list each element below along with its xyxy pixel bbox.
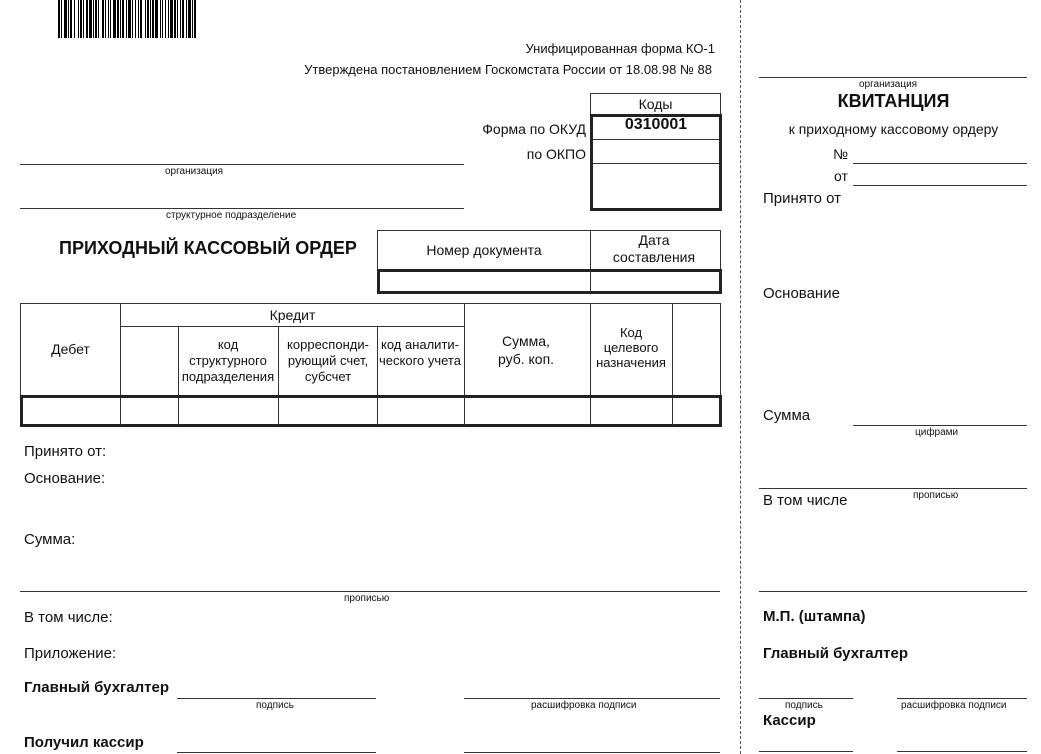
okpo-label: по ОКПО (526, 146, 586, 162)
row-line-1 (120, 397, 121, 425)
cashier-signature-line (177, 752, 376, 753)
codes-header: Коды (590, 93, 721, 115)
receipt-words-caption: прописью (913, 490, 959, 501)
sum-label: Сумма: (24, 531, 76, 548)
doc-value-divider (590, 271, 591, 292)
barcode-bar (194, 0, 196, 38)
codes-divider-2 (592, 163, 720, 164)
form-name: Унифицированная форма КО-1 (525, 41, 715, 56)
division-caption: структурное подразделение (166, 210, 297, 221)
approval-text: Утверждена постановлением Госкомстата России от 18.08.98 № 88 (304, 62, 712, 77)
corr-account-header: корреспонди-рующий счет, субсчет (287, 337, 369, 384)
chief-signature-caption: подпись (256, 700, 294, 711)
receipt-digits-caption: цифрами (915, 427, 959, 438)
chief-signature-line (177, 698, 376, 699)
receipt-sum: Сумма (763, 407, 811, 424)
sum-header: Сумма, руб. коп. (497, 333, 555, 367)
attachment-label: Приложение: (24, 645, 117, 662)
receipt-chief-signature-line (759, 698, 853, 699)
doc-number-header: Номер документа (426, 242, 542, 258)
receipt-number-line (853, 163, 1027, 164)
chief-decode-line (464, 698, 720, 699)
receipt-number-label: № (833, 146, 849, 162)
codes-divider-1 (592, 139, 720, 140)
receipt-cashier-decode-line (897, 751, 1027, 752)
receipt-chief-accountant: Главный бухгалтер (763, 645, 909, 662)
sum-words-line (20, 591, 720, 592)
col-line-3 (590, 303, 591, 396)
analytics-header: код аналити-ческого учета (379, 337, 461, 368)
cashier-decode-line (464, 752, 720, 753)
receipt-decode-caption: расшифровка подписи (901, 700, 1007, 711)
receipt-from-label: от (834, 168, 848, 184)
okud-label: Форма по ОКУД (482, 121, 586, 137)
receipt-signature-caption: подпись (785, 700, 823, 711)
receipt-organization-line (759, 77, 1027, 78)
receipt-organization-caption: организация (859, 79, 918, 90)
organization-caption: организация (165, 166, 224, 177)
credit-header: Кредит (269, 307, 316, 323)
chief-accountant-label: Главный бухгалтер (24, 679, 170, 696)
receipt-cashier: Кассир (763, 712, 816, 729)
purpose-header: Код целевого назначения (596, 325, 666, 370)
receipt-stamp: М.П. (штампа) (763, 608, 866, 625)
date-header: Дата составления (612, 232, 696, 265)
division-code-header: код структурного подразделения (181, 337, 275, 384)
received-from-label: Принято от: (24, 443, 107, 460)
receipt-words-line (759, 488, 1027, 489)
col-line-5 (178, 326, 179, 396)
cashier-received-label: Получил кассир (24, 734, 144, 751)
receipt-subtitle: к приходному кассовому ордеру (788, 121, 999, 137)
sum-words-caption: прописью (344, 593, 390, 604)
receipt-including: В том числе (763, 492, 848, 509)
barcode (58, 0, 408, 38)
table-value-row (20, 395, 722, 427)
row-line-4 (377, 397, 378, 425)
cut-line (740, 0, 741, 754)
credit-underline (120, 326, 464, 327)
receipt-including-line (759, 591, 1027, 592)
receipt-cashier-signature-line (759, 751, 853, 752)
debit-header: Дебет (51, 341, 90, 357)
row-line-5 (464, 397, 465, 425)
receipt-received-from: Принято от (763, 190, 842, 207)
okud-value: 0310001 (624, 116, 688, 133)
organization-line (20, 164, 464, 165)
doc-value-box (377, 269, 722, 294)
col-line-2 (464, 303, 465, 396)
row-line-3 (278, 397, 279, 425)
including-label: В том числе: (24, 609, 113, 626)
receipt-digits-line (853, 425, 1027, 426)
receipt-title: КВИТАНЦИЯ (837, 91, 950, 111)
chief-decode-caption: расшифровка подписи (531, 700, 637, 711)
receipt-chief-decode-line (897, 698, 1027, 699)
receipt-basis: Основание (763, 285, 840, 302)
basis-label: Основание: (24, 470, 106, 487)
division-line (20, 208, 464, 209)
row-line-7 (672, 397, 673, 425)
order-title: ПРИХОДНЫЙ КАССОВЫЙ ОРДЕР (59, 238, 357, 258)
row-line-6 (590, 397, 591, 425)
doc-header-divider (590, 230, 591, 270)
col-line-6 (278, 326, 279, 396)
receipt-from-line (853, 185, 1027, 186)
col-line-4 (672, 303, 673, 396)
row-line-2 (178, 397, 179, 425)
